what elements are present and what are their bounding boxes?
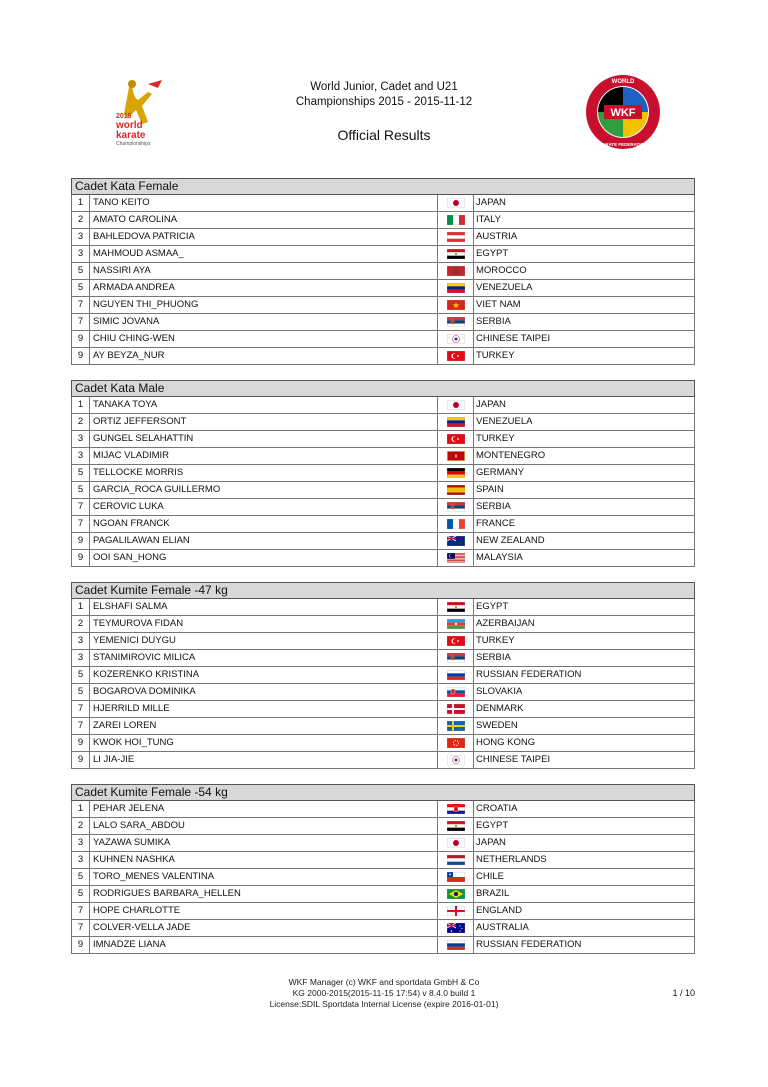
vietnam-flag-icon <box>438 297 474 313</box>
section-title: Cadet Kumite Female -47 kg <box>71 582 695 599</box>
country-cell: VIET NAM <box>476 299 521 310</box>
result-row <box>71 735 695 752</box>
slovakia-flag-icon <box>438 684 474 700</box>
country-cell: SPAIN <box>476 484 504 495</box>
results-section <box>71 582 695 769</box>
footer-line2: KG 2000-2015(2015-11-15 17:54) v 8.4.0 build 1 <box>292 988 476 998</box>
country-cell: SERBIA <box>476 652 511 663</box>
athlete-name-cell: YAZAWA SUMIKA <box>90 835 438 851</box>
germany-flag-icon <box>438 465 474 481</box>
result-row <box>71 229 695 246</box>
egypt-flag-icon <box>438 246 474 262</box>
athlete-name-cell: CEROVIC LUKA <box>90 499 438 515</box>
country-cell: MONTENEGRO <box>476 450 546 461</box>
result-row <box>71 516 695 533</box>
rank-cell: 9 <box>72 735 90 751</box>
rank-cell: 3 <box>72 835 90 851</box>
athlete-name-cell: STANIMIROVIC MILICA <box>90 650 438 666</box>
country-cell: EGYPT <box>476 601 509 612</box>
footer <box>200 977 568 1010</box>
athlete-name-cell: ZAREI LOREN <box>90 718 438 734</box>
rank-cell: 7 <box>72 516 90 532</box>
svg-text:KARATE FEDERATION: KARATE FEDERATION <box>598 142 648 147</box>
rank-cell: 7 <box>72 903 90 919</box>
newzealand-flag-icon <box>438 533 474 549</box>
result-row <box>71 331 695 348</box>
country-cell: JAPAN <box>476 837 506 848</box>
athlete-name-cell: PAGALILAWAN ELIAN <box>90 533 438 549</box>
rank-cell: 9 <box>72 331 90 347</box>
rank-cell: 9 <box>72 550 90 566</box>
wkf-logo <box>584 73 662 151</box>
rank-cell: 1 <box>72 195 90 211</box>
footer-line3: License:SDIL Sportdata Internal License (expire 2016-01-01) <box>269 999 499 1009</box>
athlete-name-cell: OOI SAN_HONG <box>90 550 438 566</box>
country-cell: SLOVAKIA <box>476 686 523 697</box>
morocco-flag-icon <box>438 263 474 279</box>
montenegro-flag-icon <box>438 448 474 464</box>
result-row <box>71 835 695 852</box>
athlete-name-cell: SIMIC JOVANA <box>90 314 438 330</box>
section-title: Cadet Kata Male <box>71 380 695 397</box>
austria-flag-icon <box>438 229 474 245</box>
result-row <box>71 348 695 365</box>
athlete-name-cell: YEMENICI DUYGU <box>90 633 438 649</box>
rank-cell: 9 <box>72 752 90 768</box>
championship-logo <box>108 78 174 150</box>
country-cell: RUSSIAN FEDERATION <box>476 669 582 680</box>
country-cell: SERBIA <box>476 316 511 327</box>
athlete-name-cell: COLVER-VELLA JADE <box>90 920 438 936</box>
page-number: 1 / 10 <box>672 988 695 998</box>
turkey-flag-icon <box>438 348 474 364</box>
athlete-name-cell: ORTIZ JEFFERSONT <box>90 414 438 430</box>
japan-flag-icon <box>438 195 474 211</box>
result-row <box>71 263 695 280</box>
results-section <box>71 178 695 365</box>
country-cell: JAPAN <box>476 399 506 410</box>
rank-cell: 2 <box>72 414 90 430</box>
athlete-name-cell: ELSHAFI SALMA <box>90 599 438 615</box>
sweden-flag-icon <box>438 718 474 734</box>
athlete-name-cell: GARCIA_ROCA GUILLERMO <box>90 482 438 498</box>
result-row <box>71 903 695 920</box>
result-row <box>71 752 695 769</box>
athlete-name-cell: NASSIRI AYA <box>90 263 438 279</box>
country-cell: TURKEY <box>476 635 515 646</box>
spain-flag-icon <box>438 482 474 498</box>
result-row <box>71 852 695 869</box>
result-row <box>71 550 695 567</box>
result-row <box>71 297 695 314</box>
rank-cell: 3 <box>72 852 90 868</box>
venezuela-flag-icon <box>438 414 474 430</box>
denmark-flag-icon <box>438 701 474 717</box>
result-row <box>71 869 695 886</box>
result-row <box>71 195 695 212</box>
country-cell: AZERBAIJAN <box>476 618 535 629</box>
rank-cell: 5 <box>72 667 90 683</box>
rank-cell: 3 <box>72 229 90 245</box>
athlete-name-cell: BAHLEDOVA PATRICIA <box>90 229 438 245</box>
athlete-name-cell: RODRIGUES BARBARA_HELLEN <box>90 886 438 902</box>
result-row <box>71 314 695 331</box>
country-cell: NEW ZEALAND <box>476 535 545 546</box>
country-cell: ENGLAND <box>476 905 522 916</box>
footer-line1: WKF Manager (c) WKF and sportdata GmbH & Co <box>288 977 480 987</box>
italy-flag-icon <box>438 212 474 228</box>
rank-cell: 5 <box>72 869 90 885</box>
page-header <box>0 0 768 170</box>
rank-cell: 5 <box>72 482 90 498</box>
hongkong-flag-icon <box>438 735 474 751</box>
country-cell: TURKEY <box>476 433 515 444</box>
athlete-name-cell: HOPE CHARLOTTE <box>90 903 438 919</box>
result-row <box>71 280 695 297</box>
azerbaijan-flag-icon <box>438 616 474 632</box>
svg-text:WKF: WKF <box>610 107 636 119</box>
country-cell: NETHERLANDS <box>476 854 547 865</box>
result-row <box>71 920 695 937</box>
athlete-name-cell: KWOK HOI_TUNG <box>90 735 438 751</box>
brazil-flag-icon <box>438 886 474 902</box>
country-cell: CROATIA <box>476 803 518 814</box>
rank-cell: 3 <box>72 448 90 464</box>
athlete-name-cell: MIJAC VLADIMIR <box>90 448 438 464</box>
country-cell: MOROCCO <box>476 265 527 276</box>
russia-flag-icon <box>438 937 474 953</box>
official-results-heading: Official Results <box>337 127 431 143</box>
rank-cell: 1 <box>72 801 90 817</box>
event-title-line1: World Junior, Cadet and U21 <box>310 81 458 93</box>
athlete-name-cell: LALO SARA_ABDOU <box>90 818 438 834</box>
result-row <box>71 246 695 263</box>
rank-cell: 5 <box>72 263 90 279</box>
result-row <box>71 499 695 516</box>
result-row <box>71 397 695 414</box>
japan-flag-icon <box>438 397 474 413</box>
rank-cell: 2 <box>72 818 90 834</box>
rank-cell: 2 <box>72 616 90 632</box>
rank-cell: 3 <box>72 246 90 262</box>
japan-flag-icon <box>438 835 474 851</box>
results-section <box>71 784 695 954</box>
athlete-name-cell: CHIU CHING-WEN <box>90 331 438 347</box>
athlete-name-cell: TEYMUROVA FIDAN <box>90 616 438 632</box>
country-cell: MALAYSIA <box>476 552 523 563</box>
country-cell: EGYPT <box>476 820 509 831</box>
country-cell: ITALY <box>476 214 501 225</box>
athlete-name-cell: MAHMOUD ASMAA_ <box>90 246 438 262</box>
netherlands-flag-icon <box>438 852 474 868</box>
serbia-flag-icon <box>438 314 474 330</box>
rank-cell: 1 <box>72 599 90 615</box>
rank-cell: 5 <box>72 465 90 481</box>
athlete-name-cell: TANAKA TOYA <box>90 397 438 413</box>
england-flag-icon <box>438 903 474 919</box>
athlete-name-cell: TELLOCKE MORRIS <box>90 465 438 481</box>
result-row <box>71 801 695 818</box>
section-title: Cadet Kata Female <box>71 178 695 195</box>
serbia-flag-icon <box>438 650 474 666</box>
svg-text:karate: karate <box>116 130 146 141</box>
result-row <box>71 599 695 616</box>
country-cell: CHILE <box>476 871 504 882</box>
svg-text:Championships: Championships <box>116 141 151 147</box>
turkey-flag-icon <box>438 431 474 447</box>
croatia-flag-icon <box>438 801 474 817</box>
malaysia-flag-icon <box>438 550 474 566</box>
result-row <box>71 818 695 835</box>
rank-cell: 5 <box>72 280 90 296</box>
result-row <box>71 212 695 229</box>
athlete-name-cell: IMNADZE LIANA <box>90 937 438 953</box>
athlete-name-cell: TANO KEITO <box>90 195 438 211</box>
france-flag-icon <box>438 516 474 532</box>
svg-text:2015: 2015 <box>116 113 132 120</box>
result-row <box>71 633 695 650</box>
country-cell: FRANCE <box>476 518 516 529</box>
result-row <box>71 465 695 482</box>
egypt-flag-icon <box>438 599 474 615</box>
country-cell: HONG KONG <box>476 737 536 748</box>
result-row <box>71 701 695 718</box>
athlete-name-cell: NGOAN FRANCK <box>90 516 438 532</box>
athlete-name-cell: PEHAR JELENA <box>90 801 438 817</box>
country-cell: CHINESE TAIPEI <box>476 754 551 765</box>
venezuela-flag-icon <box>438 280 474 296</box>
rank-cell: 7 <box>72 701 90 717</box>
svg-text:world: world <box>116 120 143 131</box>
athlete-name-cell: TORO_MENES VALENTINA <box>90 869 438 885</box>
rank-cell: 9 <box>72 533 90 549</box>
athlete-name-cell: ARMADA ANDREA <box>90 280 438 296</box>
athlete-name-cell: HJERRILD MILLE <box>90 701 438 717</box>
australia-flag-icon <box>438 920 474 936</box>
result-row <box>71 482 695 499</box>
country-cell: AUSTRIA <box>476 231 518 242</box>
taipei-flag-icon <box>438 331 474 347</box>
rank-cell: 3 <box>72 431 90 447</box>
event-title-line2: Championships 2015 - 2015-11-12 <box>295 96 473 108</box>
result-row <box>71 684 695 701</box>
result-row <box>71 431 695 448</box>
rank-cell: 7 <box>72 499 90 515</box>
rank-cell: 7 <box>72 314 90 330</box>
svg-text:WORLD: WORLD <box>611 79 635 85</box>
country-cell: BRAZIL <box>476 888 510 899</box>
turkey-flag-icon <box>438 633 474 649</box>
rank-cell: 3 <box>72 650 90 666</box>
rank-cell: 7 <box>72 920 90 936</box>
event-title <box>234 80 534 110</box>
athlete-name-cell: GUNGEL SELAHATTIN <box>90 431 438 447</box>
result-row <box>71 718 695 735</box>
rank-cell: 5 <box>72 886 90 902</box>
chile-flag-icon <box>438 869 474 885</box>
athlete-name-cell: AY BEYZA_NUR <box>90 348 438 364</box>
country-cell: EGYPT <box>476 248 509 259</box>
result-row <box>71 616 695 633</box>
results-section <box>71 380 695 567</box>
country-cell: SERBIA <box>476 501 511 512</box>
taipei-flag-icon <box>438 752 474 768</box>
result-row <box>71 533 695 550</box>
rank-cell: 7 <box>72 297 90 313</box>
athlete-name-cell: NGUYEN THI_PHUONG <box>90 297 438 313</box>
result-row <box>71 650 695 667</box>
egypt-flag-icon <box>438 818 474 834</box>
section-title: Cadet Kumite Female -54 kg <box>71 784 695 801</box>
country-cell: TURKEY <box>476 350 515 361</box>
rank-cell: 5 <box>72 684 90 700</box>
rank-cell: 7 <box>72 718 90 734</box>
serbia-flag-icon <box>438 499 474 515</box>
athlete-name-cell: KUHNEN NASHKA <box>90 852 438 868</box>
country-cell: GERMANY <box>476 467 525 478</box>
rank-cell: 9 <box>72 348 90 364</box>
country-cell: CHINESE TAIPEI <box>476 333 551 344</box>
result-row <box>71 448 695 465</box>
result-row <box>71 886 695 903</box>
athlete-name-cell: AMATO CAROLINA <box>90 212 438 228</box>
athlete-name-cell: BOGAROVA DOMINIKA <box>90 684 438 700</box>
country-cell: VENEZUELA <box>476 282 533 293</box>
country-cell: VENEZUELA <box>476 416 533 427</box>
athlete-name-cell: LI JIA-JIE <box>90 752 438 768</box>
result-row <box>71 414 695 431</box>
athlete-name-cell: KOZERENKO KRISTINA <box>90 667 438 683</box>
rank-cell: 3 <box>72 633 90 649</box>
result-row <box>71 937 695 954</box>
russia-flag-icon <box>438 667 474 683</box>
country-cell: AUSTRALIA <box>476 922 529 933</box>
country-cell: DENMARK <box>476 703 524 714</box>
country-cell: SWEDEN <box>476 720 518 731</box>
rank-cell: 9 <box>72 937 90 953</box>
result-row <box>71 667 695 684</box>
country-cell: JAPAN <box>476 197 506 208</box>
rank-cell: 1 <box>72 397 90 413</box>
country-cell: RUSSIAN FEDERATION <box>476 939 582 950</box>
rank-cell: 2 <box>72 212 90 228</box>
